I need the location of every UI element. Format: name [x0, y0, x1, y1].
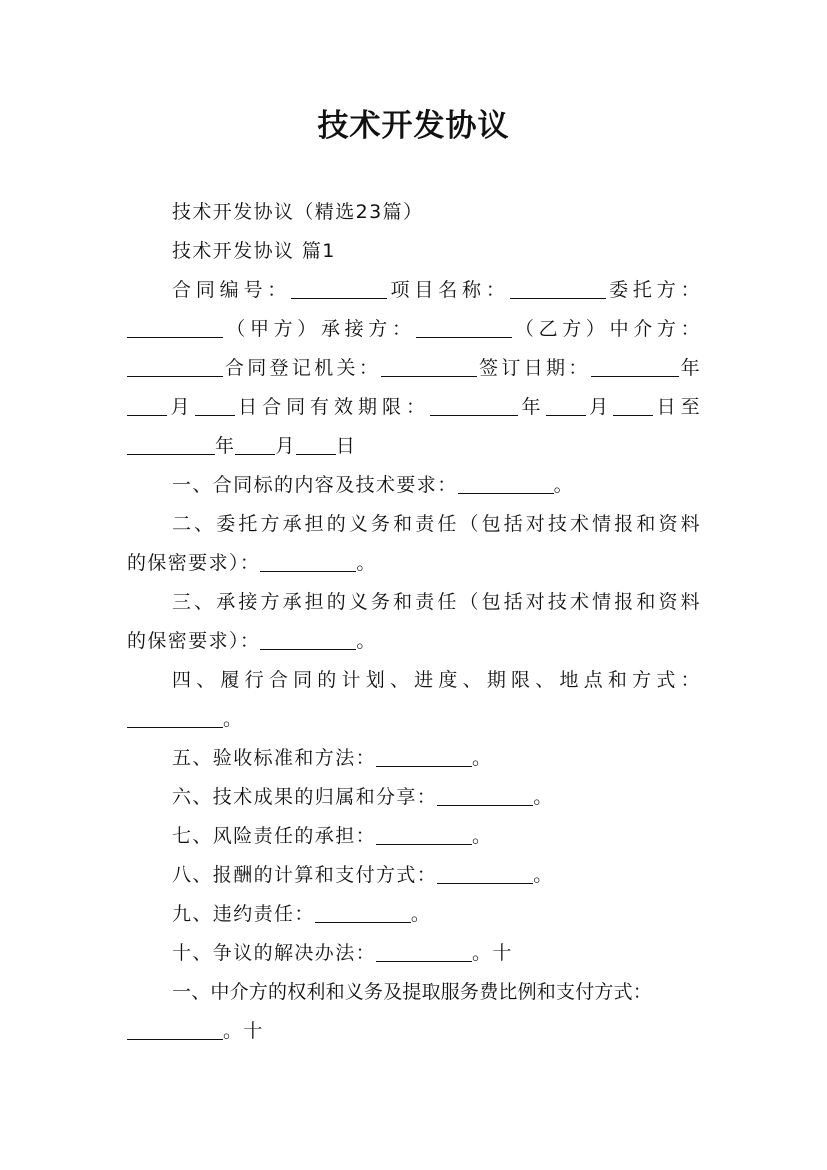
clause-3-line-2	[127, 622, 701, 661]
period: 。	[533, 786, 554, 808]
clause-10-blank[interactable]	[376, 941, 472, 962]
day-to-label: 日至	[653, 396, 702, 418]
project-name-blank[interactable]	[510, 278, 606, 299]
document-body	[127, 193, 701, 1051]
valid-to-month-blank[interactable]	[235, 434, 275, 455]
period: 。	[472, 747, 493, 769]
reg-authority-label: 合同登记机关：	[223, 357, 382, 379]
clause-tail: 。十	[223, 1020, 264, 1042]
intermediary-blank[interactable]	[127, 356, 223, 377]
clause-text: 十、争议的解决办法：	[172, 942, 377, 964]
year-label: 年	[215, 435, 236, 457]
client-label: 委托方：	[605, 279, 701, 301]
clause-5	[127, 739, 701, 778]
clause-3-blank[interactable]	[260, 629, 356, 650]
period: 。	[356, 630, 377, 652]
document-subtitle: 技术开发协议（精选23篇）	[172, 201, 424, 223]
clause-4-blank[interactable]	[127, 707, 223, 728]
period: 。	[533, 864, 554, 886]
clause-text: 六、技术成果的归属和分享：	[172, 786, 438, 808]
clause-7	[127, 817, 701, 856]
clause-5-blank[interactable]	[376, 746, 472, 767]
clause-11-line-2	[127, 1012, 701, 1051]
clause-text: 一、合同标的内容及技术要求：	[172, 474, 458, 496]
sign-day-blank[interactable]	[195, 395, 235, 416]
period: 。	[223, 708, 244, 730]
validity-label: 日合同有效期限：	[234, 396, 430, 418]
clause-8-blank[interactable]	[437, 863, 533, 884]
clause-text: 七、风险责任的承担：	[172, 825, 377, 847]
period: 。	[553, 474, 575, 496]
clause-11-line-1: 一、中介方的权利和义务及提取服务费比例和支付方式：	[172, 981, 653, 1003]
contract-no-label: 合同编号：	[172, 279, 292, 301]
sign-date-label: 签订日期：	[477, 357, 591, 379]
month-label: 月	[585, 396, 614, 418]
clause-3-line-1: 三、承接方承担的义务和责任（包括对技术情报和资料	[172, 591, 701, 613]
party-a-label: （甲方）承接方：	[223, 318, 416, 340]
clause-9-blank[interactable]	[315, 902, 411, 923]
clause-6-blank[interactable]	[437, 785, 533, 806]
header-line-5	[127, 427, 701, 466]
year-label: 年	[678, 357, 701, 379]
clause-text: 的保密要求）：	[127, 630, 261, 652]
sign-year-blank[interactable]	[591, 356, 679, 377]
day-label: 日	[335, 435, 357, 457]
clause-2-line-2	[127, 544, 701, 583]
clause-text: 九、违约责任：	[172, 903, 315, 925]
period: 。	[356, 552, 377, 574]
clause-11-blank[interactable]	[127, 1019, 223, 1040]
header-line-3	[127, 349, 701, 388]
valid-to-year-blank[interactable]	[127, 434, 215, 455]
header-line-4	[127, 388, 701, 427]
section-heading: 技术开发协议 篇1	[172, 240, 336, 262]
clause-text: 的保密要求）：	[127, 552, 261, 574]
valid-from-year-blank[interactable]	[430, 395, 518, 416]
clause-4-line-2	[127, 700, 701, 739]
clause-1-blank[interactable]	[458, 473, 554, 494]
client-blank[interactable]	[127, 317, 223, 338]
clause-tail: 。十	[472, 942, 513, 964]
reg-authority-blank[interactable]	[381, 356, 477, 377]
clause-6	[127, 778, 701, 817]
clause-4-line-1: 四、履行合同的计划、进度、期限、地点和方式：	[172, 669, 701, 691]
clause-2-line-1: 二、委托方承担的义务和责任（包括对技术情报和资料	[172, 513, 701, 535]
project-name-label: 项目名称：	[387, 279, 510, 301]
clause-8	[127, 856, 701, 895]
period: 。	[410, 903, 432, 925]
sign-month-blank[interactable]	[127, 395, 167, 416]
contractor-blank[interactable]	[416, 317, 512, 338]
year-label: 年	[517, 396, 546, 418]
clause-1	[127, 466, 701, 505]
header-line-1	[127, 271, 701, 310]
clause-9	[127, 895, 701, 934]
month-label: 月	[167, 396, 195, 418]
valid-to-day-blank[interactable]	[296, 434, 336, 455]
valid-from-month-blank[interactable]	[546, 395, 586, 416]
header-line-2	[127, 310, 701, 349]
month-label: 月	[275, 435, 296, 457]
clause-2-blank[interactable]	[260, 551, 356, 572]
valid-from-day-blank[interactable]	[613, 395, 653, 416]
contract-no-blank[interactable]	[291, 278, 387, 299]
clause-10	[127, 934, 701, 973]
document-title: 技术开发协议	[317, 108, 510, 144]
period: 。	[472, 825, 493, 847]
clause-7-blank[interactable]	[376, 824, 472, 845]
party-b-label: （乙方）中介方：	[511, 318, 702, 340]
clause-text: 八、报酬的计算和支付方式：	[172, 864, 438, 886]
clause-text: 五、验收标准和方法：	[172, 747, 377, 769]
